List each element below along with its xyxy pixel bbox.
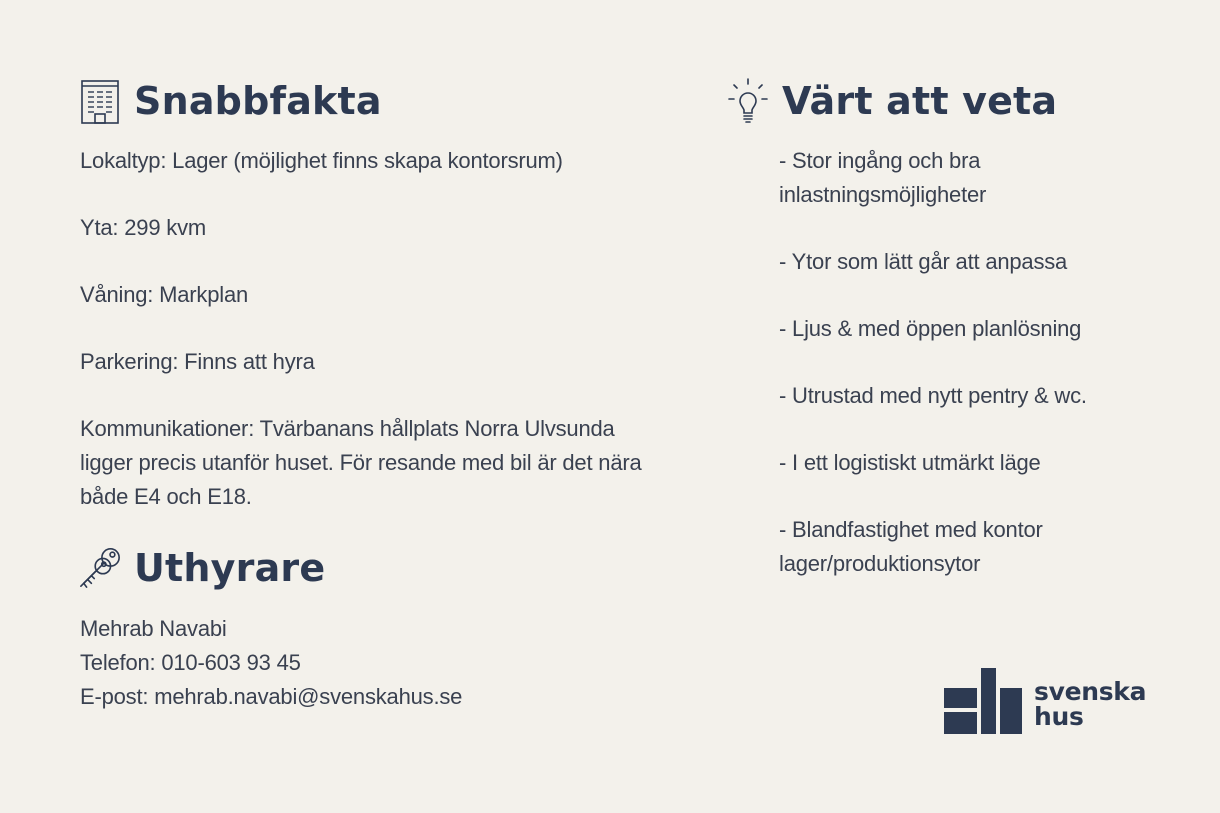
feature-item: - Ljus & med öppen planlösning	[779, 316, 1082, 341]
logo-wordmark	[1034, 676, 1147, 731]
feature-item: - I ett logistiskt utmärkt läge	[779, 450, 1041, 475]
logo-line-hus: hus	[1034, 701, 1084, 731]
uthyrare-title: Uthyrare	[134, 546, 326, 590]
uthyrare-contact	[80, 612, 462, 714]
snabbfakta-list	[80, 144, 680, 514]
snabbfakta-heading	[78, 76, 382, 126]
logo-line-svenska: svenska	[1034, 676, 1147, 706]
feature-item: - Ytor som lätt går att anpassa	[779, 249, 1068, 274]
contact-phone: Telefon: 010-603 93 45	[80, 650, 301, 675]
svenska-hus-logo-icon	[944, 668, 1024, 739]
vart-att-veta-heading	[726, 76, 1057, 126]
vart-att-veta-list	[779, 144, 1134, 581]
lightbulb-icon	[726, 76, 770, 126]
feature-item: - Utrustad med nytt pentry & wc.	[779, 383, 1087, 408]
contact-email: E-post: mehrab.navabi@svenskahus.se	[80, 684, 463, 709]
building-icon	[78, 76, 122, 126]
contact-name: Mehrab Navabi	[80, 616, 227, 641]
feature-item: - Stor ingång och bra inlastningsmöjligheter	[779, 148, 987, 207]
vart-att-veta-title: Värt att veta	[782, 79, 1058, 123]
feature-item: - Blandfastighet med kontor lager/produktionsytor	[779, 517, 1043, 576]
keys-icon	[78, 543, 122, 593]
fact-item-lokaltyp: Lokaltyp: Lager (möjlighet finns skapa kontorsrum)	[80, 148, 563, 173]
svenska-hus-logo	[944, 668, 1146, 739]
fact-item-kommunikationer: Kommunikationer: Tvärbanans hållplats Norra Ulvsunda ligger precis utanför huset. För resande med bil är det nära både E4 och E18.	[80, 416, 642, 509]
fact-item-vaning: Våning: Markplan	[80, 282, 249, 307]
uthyrare-heading	[78, 543, 325, 593]
snabbfakta-title: Snabbfakta	[134, 79, 382, 123]
fact-item-parkering: Parkering: Finns att hyra	[80, 349, 315, 374]
fact-item-yta: Yta: 299 kvm	[80, 215, 206, 240]
